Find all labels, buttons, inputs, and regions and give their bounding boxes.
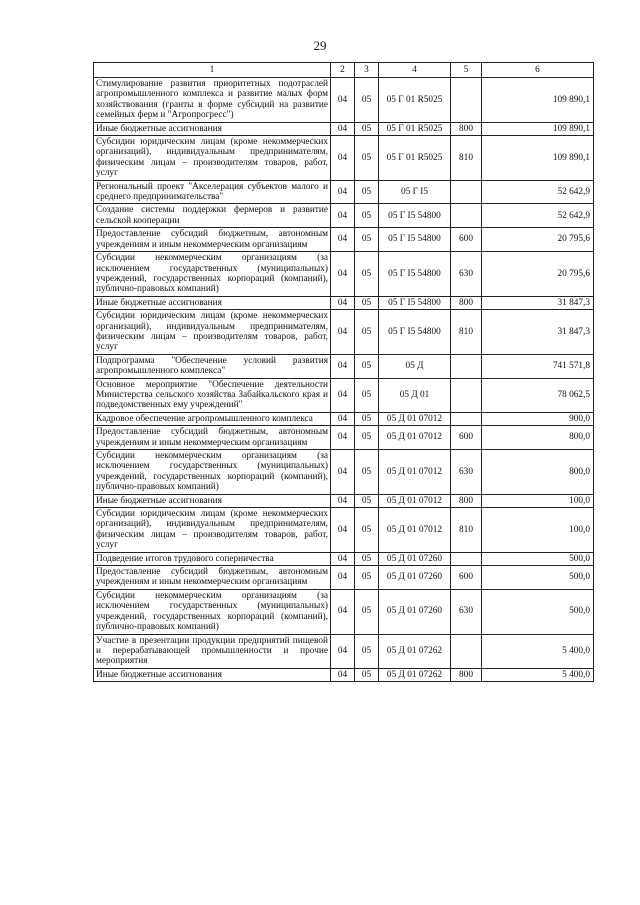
header-row — [94, 63, 594, 78]
column-header: 1 — [94, 63, 331, 78]
row-section-cell: 04 — [331, 252, 355, 297]
table-row — [94, 204, 594, 228]
table-row — [94, 589, 594, 634]
row-section-cell: 04 — [331, 634, 355, 668]
row-name-cell: Подведение итогов трудового соперничества — [94, 552, 331, 565]
row-target-article-cell: 05 Г I5 54800 — [379, 228, 451, 252]
row-section-cell: 04 — [331, 354, 355, 378]
row-target-article-cell: 05 Д 01 07012 — [379, 450, 451, 495]
row-subsection-cell: 05 — [355, 566, 379, 590]
row-name-cell: Субсидии некоммерческим организациям (за исключением государственных (муниципальных) учреждений, государственных корпораций (компаний), публично-правовых компаний) — [94, 252, 331, 297]
row-name-cell: Стимулирование развития приоритетных подотраслей агропромышленного комплекса и развитие малых форм хозяйствования (гранты в форме субсидий на развитие семейных ферм и "Агропрогресс") — [94, 78, 331, 123]
row-section-cell: 04 — [331, 228, 355, 252]
row-section-cell: 04 — [331, 566, 355, 590]
row-expense-type-cell: 810 — [451, 136, 482, 181]
table-row — [94, 252, 594, 297]
row-section-cell: 04 — [331, 204, 355, 228]
row-subsection-cell: 05 — [355, 252, 379, 297]
row-subsection-cell: 05 — [355, 668, 379, 681]
row-target-article-cell: 05 Д 01 07012 — [379, 412, 451, 425]
row-name-cell: Субсидии некоммерческим организациям (за исключением государственных (муниципальных) учреждений, государственных корпораций (компаний), публично-правовых компаний) — [94, 589, 331, 634]
table-row — [94, 566, 594, 590]
table-row — [94, 552, 594, 565]
row-target-article-cell: 05 Д 01 07012 — [379, 426, 451, 450]
row-amount-cell: 31 847,3 — [482, 296, 594, 309]
row-expense-type-cell — [451, 354, 482, 378]
table-row — [94, 494, 594, 507]
row-section-cell: 04 — [331, 589, 355, 634]
row-subsection-cell: 05 — [355, 204, 379, 228]
table-row — [94, 228, 594, 252]
row-target-article-cell: 05 Г 01 R5025 — [379, 136, 451, 181]
row-expense-type-cell: 600 — [451, 426, 482, 450]
row-target-article-cell: 05 Д 01 07262 — [379, 634, 451, 668]
row-target-article-cell: 05 Г I5 54800 — [379, 296, 451, 309]
row-amount-cell: 100,0 — [482, 508, 594, 553]
row-expense-type-cell — [451, 634, 482, 668]
row-name-cell: Подпрограмма "Обеспечение условий развития агропромышленного комплекса" — [94, 354, 331, 378]
row-expense-type-cell: 810 — [451, 310, 482, 355]
row-name-cell: Иные бюджетные ассигнования — [94, 668, 331, 681]
row-expense-type-cell: 810 — [451, 508, 482, 553]
row-section-cell: 04 — [331, 180, 355, 204]
row-expense-type-cell — [451, 78, 482, 123]
row-section-cell: 04 — [331, 426, 355, 450]
row-expense-type-cell — [451, 204, 482, 228]
row-subsection-cell: 05 — [355, 634, 379, 668]
row-subsection-cell: 05 — [355, 136, 379, 181]
row-amount-cell: 52 642,9 — [482, 180, 594, 204]
row-target-article-cell: 05 Д — [379, 354, 451, 378]
row-section-cell: 04 — [331, 412, 355, 425]
row-name-cell: Субсидии юридическим лицам (кроме некоммерческих организаций), индивидуальным предпринимателям, физическим лицам – производителям товаров, работ, услуг — [94, 136, 331, 181]
table-row — [94, 634, 594, 668]
row-amount-cell: 500,0 — [482, 566, 594, 590]
row-target-article-cell: 05 Д 01 — [379, 378, 451, 412]
row-subsection-cell: 05 — [355, 122, 379, 135]
row-section-cell: 04 — [331, 552, 355, 565]
row-name-cell: Субсидии некоммерческим организациям (за исключением государственных (муниципальных) учреждений, государственных корпораций (компаний), публично-правовых компаний) — [94, 450, 331, 495]
row-expense-type-cell: 800 — [451, 668, 482, 681]
column-header: 4 — [379, 63, 451, 78]
row-section-cell: 04 — [331, 494, 355, 507]
row-amount-cell: 20 795,6 — [482, 228, 594, 252]
row-target-article-cell: 05 Д 01 07012 — [379, 494, 451, 507]
row-amount-cell: 800,0 — [482, 450, 594, 495]
row-subsection-cell: 05 — [355, 426, 379, 450]
row-subsection-cell: 05 — [355, 354, 379, 378]
row-section-cell: 04 — [331, 668, 355, 681]
row-amount-cell: 20 795,6 — [482, 252, 594, 297]
row-section-cell: 04 — [331, 450, 355, 495]
row-amount-cell: 109 890,1 — [482, 136, 594, 181]
row-target-article-cell: 05 Г I5 54800 — [379, 252, 451, 297]
row-subsection-cell: 05 — [355, 78, 379, 123]
row-section-cell: 04 — [331, 508, 355, 553]
row-expense-type-cell: 600 — [451, 228, 482, 252]
row-name-cell: Иные бюджетные ассигнования — [94, 122, 331, 135]
row-name-cell: Иные бюджетные ассигнования — [94, 296, 331, 309]
row-target-article-cell: 05 Г I5 54800 — [379, 310, 451, 355]
row-subsection-cell: 05 — [355, 296, 379, 309]
row-amount-cell: 31 847,3 — [482, 310, 594, 355]
row-amount-cell: 741 571,8 — [482, 354, 594, 378]
row-subsection-cell: 05 — [355, 494, 379, 507]
row-expense-type-cell: 630 — [451, 589, 482, 634]
row-name-cell: Предоставление субсидий бюджетным, автономным учреждениям и иным некоммерческим организациям — [94, 566, 331, 590]
table-row — [94, 412, 594, 425]
row-amount-cell: 900,0 — [482, 412, 594, 425]
row-subsection-cell: 05 — [355, 552, 379, 565]
row-subsection-cell: 05 — [355, 508, 379, 553]
row-section-cell: 04 — [331, 78, 355, 123]
row-section-cell: 04 — [331, 310, 355, 355]
row-name-cell: Субсидии юридическим лицам (кроме некоммерческих организаций), индивидуальным предпринимателям, физическим лицам – производителям товаров, работ, услуг — [94, 310, 331, 355]
row-amount-cell: 100,0 — [482, 494, 594, 507]
table-row — [94, 180, 594, 204]
row-section-cell: 04 — [331, 122, 355, 135]
row-amount-cell: 500,0 — [482, 589, 594, 634]
table-row — [94, 354, 594, 378]
row-section-cell: 04 — [331, 296, 355, 309]
table-row — [94, 136, 594, 181]
row-amount-cell: 5 400,0 — [482, 668, 594, 681]
row-name-cell: Субсидии юридическим лицам (кроме некоммерческих организаций), индивидуальным предпринимателям, физическим лицам – производителям товаров, работ, услуг — [94, 508, 331, 553]
column-header: 3 — [355, 63, 379, 78]
row-subsection-cell: 05 — [355, 412, 379, 425]
row-target-article-cell: 05 Г I5 54800 — [379, 204, 451, 228]
table-row — [94, 296, 594, 309]
column-header: 6 — [482, 63, 594, 78]
row-expense-type-cell: 800 — [451, 122, 482, 135]
row-name-cell: Участие в презентации продукции предприятий пищевой и перерабатывающей промышленности и прочие мероприятия — [94, 634, 331, 668]
budget-table — [93, 62, 594, 682]
table-row — [94, 450, 594, 495]
row-subsection-cell: 05 — [355, 310, 379, 355]
row-section-cell: 04 — [331, 378, 355, 412]
table-row — [94, 78, 594, 123]
row-target-article-cell: 05 Г I5 — [379, 180, 451, 204]
table-row — [94, 668, 594, 681]
table-row — [94, 378, 594, 412]
row-name-cell: Предоставление субсидий бюджетным, автономным учреждениям и иным некоммерческим организациям — [94, 426, 331, 450]
row-amount-cell: 52 642,9 — [482, 204, 594, 228]
row-expense-type-cell — [451, 378, 482, 412]
table-row — [94, 310, 594, 355]
table-row — [94, 122, 594, 135]
table-row — [94, 508, 594, 553]
row-amount-cell: 800,0 — [482, 426, 594, 450]
row-name-cell: Создание системы поддержки фермеров и развитие сельской кооперации — [94, 204, 331, 228]
row-amount-cell: 500,0 — [482, 552, 594, 565]
row-expense-type-cell: 600 — [451, 566, 482, 590]
row-amount-cell: 109 890,1 — [482, 78, 594, 123]
row-name-cell: Основное мероприятие "Обеспечение деятельности Министерства сельского хозяйства Забайкальского края и подведомственных ему учреждений" — [94, 378, 331, 412]
row-expense-type-cell: 800 — [451, 494, 482, 507]
row-subsection-cell: 05 — [355, 180, 379, 204]
row-subsection-cell: 05 — [355, 450, 379, 495]
row-name-cell: Иные бюджетные ассигнования — [94, 494, 331, 507]
row-name-cell: Кадровое обеспечение агропромышленного комплекса — [94, 412, 331, 425]
row-name-cell: Предоставление субсидий бюджетным, автономным учреждениям и иным некоммерческим организациям — [94, 228, 331, 252]
row-amount-cell: 78 062,5 — [482, 378, 594, 412]
row-amount-cell: 109 890,1 — [482, 122, 594, 135]
row-subsection-cell: 05 — [355, 228, 379, 252]
row-subsection-cell: 05 — [355, 378, 379, 412]
column-header: 5 — [451, 63, 482, 78]
row-expense-type-cell: 630 — [451, 450, 482, 495]
row-target-article-cell: 05 Г 01 R5025 — [379, 122, 451, 135]
row-expense-type-cell — [451, 552, 482, 565]
row-target-article-cell: 05 Д 01 07260 — [379, 552, 451, 565]
table-row — [94, 426, 594, 450]
row-amount-cell: 5 400,0 — [482, 634, 594, 668]
row-expense-type-cell — [451, 180, 482, 204]
row-subsection-cell: 05 — [355, 589, 379, 634]
column-header: 2 — [331, 63, 355, 78]
row-target-article-cell: 05 Д 01 07260 — [379, 589, 451, 634]
row-target-article-cell: 05 Г 01 R5025 — [379, 78, 451, 123]
page-number: 29 — [313, 38, 327, 53]
row-target-article-cell: 05 Д 01 07262 — [379, 668, 451, 681]
row-expense-type-cell: 800 — [451, 296, 482, 309]
row-target-article-cell: 05 Д 01 07012 — [379, 508, 451, 553]
row-expense-type-cell: 630 — [451, 252, 482, 297]
row-expense-type-cell — [451, 412, 482, 425]
row-target-article-cell: 05 Д 01 07260 — [379, 566, 451, 590]
row-section-cell: 04 — [331, 136, 355, 181]
row-name-cell: Региональный проект "Акселерация субъектов малого и среднего предпринимательства" — [94, 180, 331, 204]
